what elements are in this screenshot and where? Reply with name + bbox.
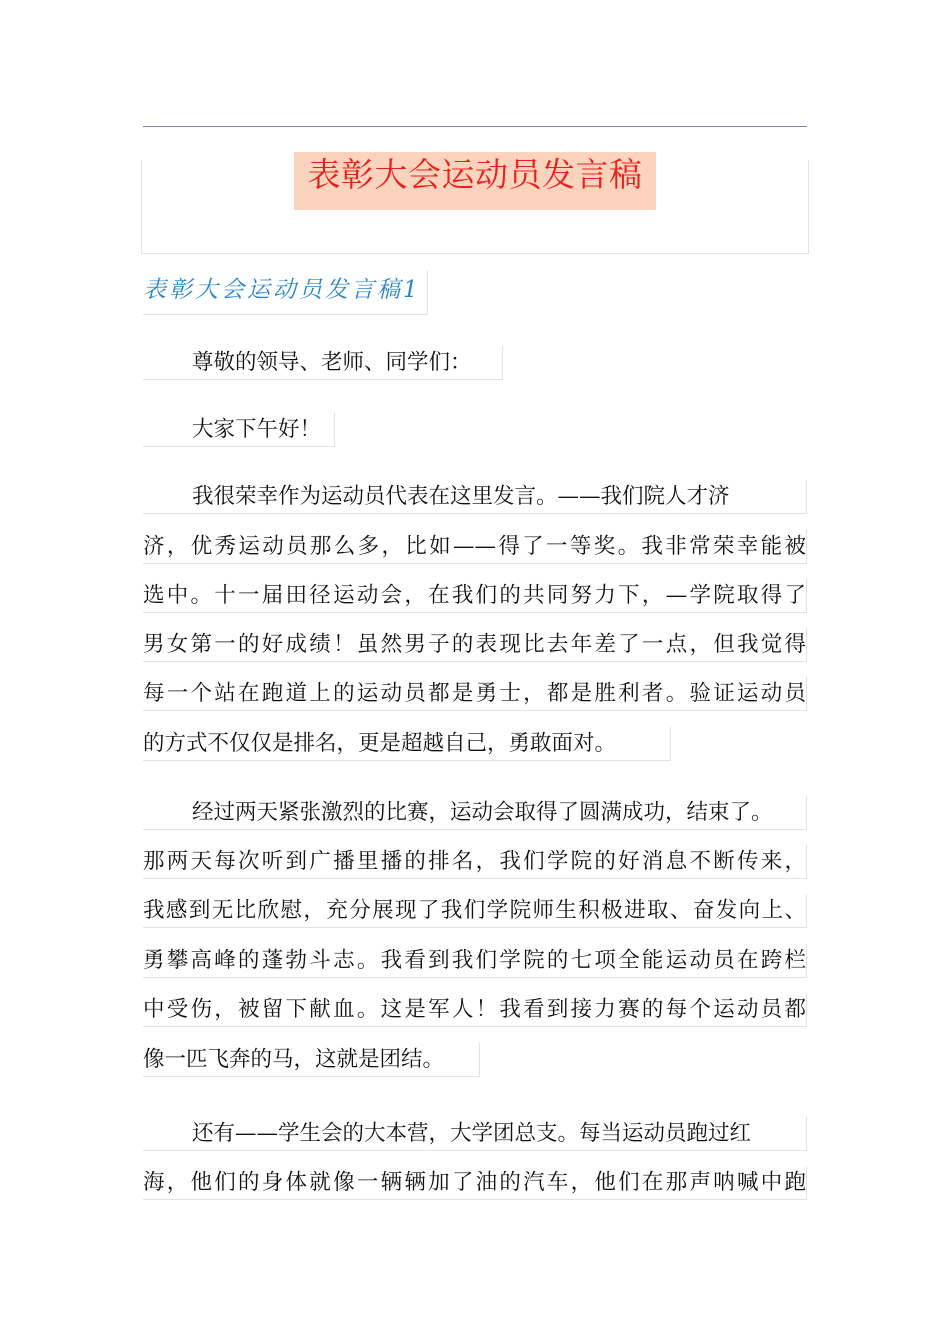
- paragraph-line: 男女第一的好成绩！虽然男子的表现比去年差了一点，但我觉得: [143, 628, 807, 662]
- header-rule: [143, 126, 807, 127]
- paragraph-line: 每一个站在跑道上的运动员都是勇士，都是胜利者。验证运动员: [143, 677, 807, 711]
- paragraph-line: 勇攀高峰的蓬勃斗志。我看到我们学院的七项全能运动员在跨栏: [143, 944, 807, 978]
- paragraph-line: 济，优秀运动员那么多，比如——得了一等奖。我非常荣幸能被: [143, 530, 807, 564]
- paragraph-line: 我很荣幸作为运动员代表在这里发言。——我们院人才济: [143, 480, 807, 514]
- document-title: 表彰大会运动员发言稿: [307, 155, 643, 194]
- section-heading: 表彰大会运动员发言稿1: [143, 270, 428, 315]
- paragraph-line: 那两天每次听到广播里播的排名，我们学院的好消息不断传来，: [143, 845, 807, 879]
- paragraph-line: 尊敬的领导、老师、同学们：: [143, 346, 503, 380]
- paragraph-line: 的方式不仅仅是排名，更是超越自己，勇敢面对。: [143, 727, 671, 761]
- paragraph-line: 像一匹飞奔的马，这就是团结。: [143, 1043, 480, 1077]
- paragraph-line: 中受伤，被留下献血。这是军人！我看到接力赛的每个运动员都: [143, 993, 807, 1027]
- paragraph-line: 经过两天紧张激烈的比赛，运动会取得了圆满成功，结束了。: [143, 796, 807, 830]
- paragraph-line: 还有——学生会的大本营，大学团总支。每当运动员跑过红: [143, 1117, 807, 1151]
- paragraph-line: 海，他们的身体就像一辆辆加了油的汽车，他们在那声呐喊中跑: [143, 1166, 807, 1200]
- paragraph-line: 选中。十一届田径运动会，在我们的共同努力下，—学院取得了: [143, 579, 807, 613]
- paragraph-line: 我感到无比欣慰，充分展现了我们学院师生积极进取、奋发向上、: [143, 894, 807, 928]
- paragraph-line: 大家下午好！: [143, 413, 335, 447]
